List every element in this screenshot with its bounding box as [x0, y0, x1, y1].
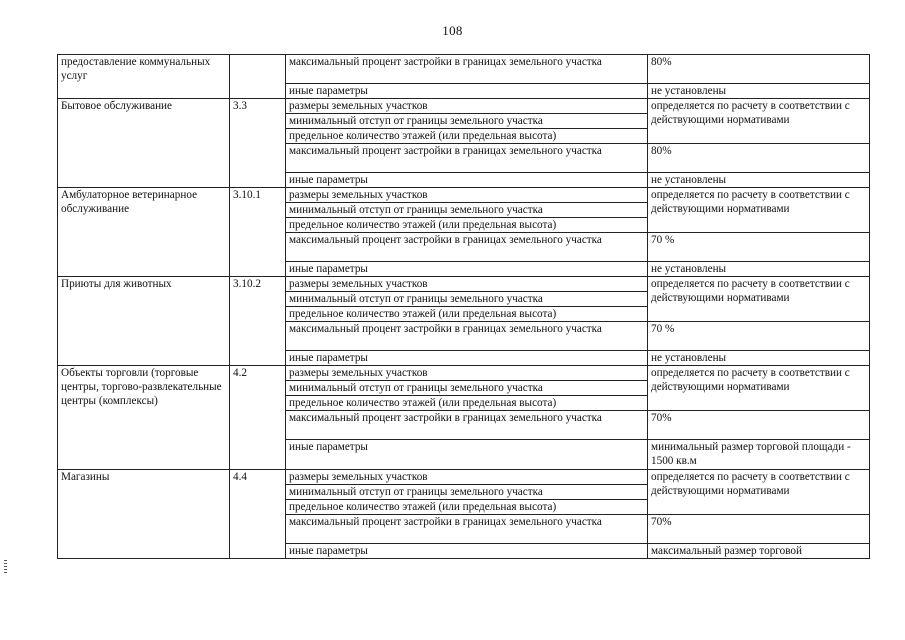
parameter-name: минимальный отступ от границы земельного участка	[286, 114, 648, 129]
parameter-name: минимальный отступ от границы земельного участка	[286, 292, 648, 307]
parameter-name: минимальный отступ от границы земельного участка	[286, 485, 648, 500]
parameter-name: иные параметры	[286, 544, 648, 559]
parameter-name: иные параметры	[286, 351, 648, 366]
parameter-value: не установлены	[648, 351, 870, 366]
use-type-code: 3.10.1	[230, 188, 286, 277]
regulations-table	[57, 54, 870, 559]
table-row	[58, 277, 870, 292]
parameter-name: иные параметры	[286, 262, 648, 277]
parameter-name: максимальный процент застройки в границах земельного участка	[286, 144, 648, 173]
table-row	[58, 99, 870, 114]
use-type-name: Магазины	[58, 470, 230, 559]
parameter-value: не установлены	[648, 84, 870, 99]
parameter-name: максимальный процент застройки в границах земельного участка	[286, 233, 648, 262]
use-type-name: Объекты торговли (торговые центры, торгово-развлекательные центры (комплексы)	[58, 366, 230, 470]
parameter-value: определяется по расчету в соответствии с действующими нормативами	[648, 99, 870, 144]
parameter-value: определяется по расчету в соответствии с действующими нормативами	[648, 188, 870, 233]
parameter-name: иные параметры	[286, 173, 648, 188]
parameter-name: иные параметры	[286, 84, 648, 99]
parameter-name: минимальный отступ от границы земельного участка	[286, 203, 648, 218]
parameter-name: предельное количество этажей (или предельная высота)	[286, 218, 648, 233]
use-type-name: Амбулаторное ветеринарное обслуживание	[58, 188, 230, 277]
page-number: 108	[442, 23, 463, 38]
parameter-value: минимальный размер торговой площади - 1500 кв.м	[648, 440, 870, 470]
use-type-code: 4.4	[230, 470, 286, 559]
parameter-value: определяется по расчету в соответствии с действующими нормативами	[648, 277, 870, 322]
parameter-value: определяется по расчету в соответствии с действующими нормативами	[648, 470, 870, 515]
parameter-name: максимальный процент застройки в границах земельного участка	[286, 411, 648, 440]
parameter-name: размеры земельных участков	[286, 99, 648, 114]
parameter-name: размеры земельных участков	[286, 470, 648, 485]
table-row	[58, 188, 870, 203]
parameter-name: предельное количество этажей (или предельная высота)	[286, 129, 648, 144]
parameter-name: предельное количество этажей (или предельная высота)	[286, 307, 648, 322]
table-row	[58, 470, 870, 485]
use-type-name: Приюты для животных	[58, 277, 230, 366]
parameter-value: не установлены	[648, 173, 870, 188]
parameter-name: максимальный процент застройки в границах земельного участка	[286, 515, 648, 544]
parameter-name: предельное количество этажей (или предельная высота)	[286, 500, 648, 515]
parameter-name: предельное количество этажей (или предельная высота)	[286, 396, 648, 411]
parameter-value: 70%	[648, 515, 870, 544]
use-type-code: 4.2	[230, 366, 286, 470]
use-type-name: Бытовое обслуживание	[58, 99, 230, 188]
parameter-value: определяется по расчету в соответствии с действующими нормативами	[648, 366, 870, 411]
parameter-name: размеры земельных участков	[286, 366, 648, 381]
parameter-value: 80%	[648, 55, 870, 84]
parameter-name: максимальный процент застройки в границах земельного участка	[286, 322, 648, 351]
use-type-code: 3.3	[230, 99, 286, 188]
use-type-code	[230, 55, 286, 99]
table-row	[58, 366, 870, 381]
use-type-name: предоставление коммунальных услуг	[58, 55, 230, 99]
parameter-value: 70 %	[648, 322, 870, 351]
scan-edge-mark	[4, 560, 7, 574]
use-type-code: 3.10.2	[230, 277, 286, 366]
parameter-value: максимальный размер торговой	[648, 544, 870, 559]
parameter-name: иные параметры	[286, 440, 648, 470]
parameter-value: 70%	[648, 411, 870, 440]
parameter-name: максимальный процент застройки в границах земельного участка	[286, 55, 648, 84]
parameter-value: 80%	[648, 144, 870, 173]
parameter-name: размеры земельных участков	[286, 188, 648, 203]
parameter-name: минимальный отступ от границы земельного участка	[286, 381, 648, 396]
parameter-name: размеры земельных участков	[286, 277, 648, 292]
parameter-value: 70 %	[648, 233, 870, 262]
table-row	[58, 55, 870, 84]
parameter-value: не установлены	[648, 262, 870, 277]
